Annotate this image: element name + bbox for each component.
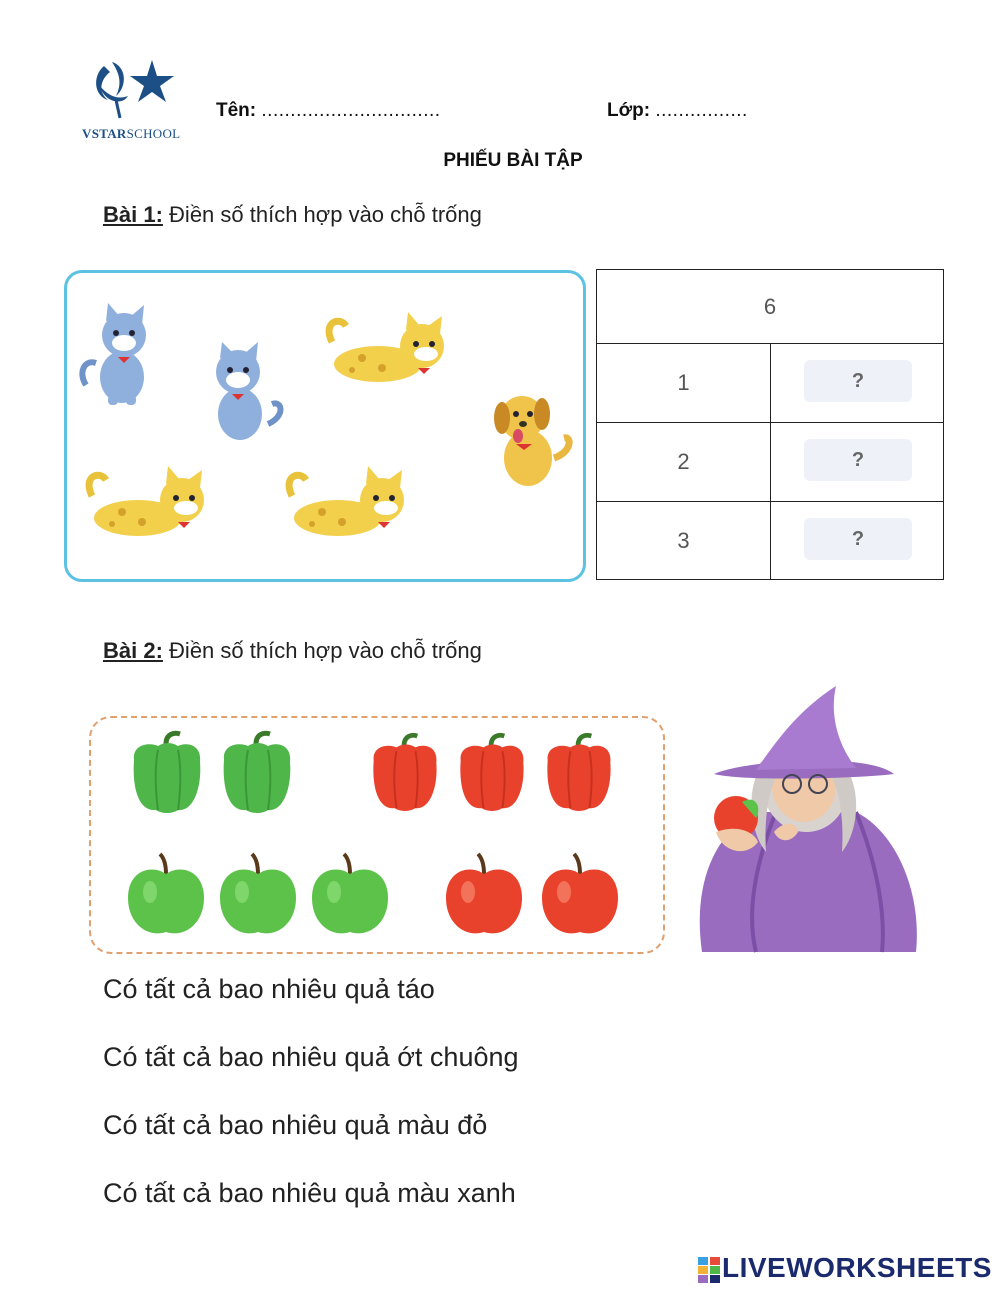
given-value: 1 bbox=[677, 370, 690, 395]
given-cell bbox=[596, 343, 771, 423]
yellow-cat-icon bbox=[282, 466, 412, 546]
blue-cat-icon bbox=[206, 342, 286, 444]
given-cell bbox=[596, 422, 771, 502]
given-value: 3 bbox=[677, 527, 690, 553]
red-apple-icon bbox=[442, 852, 526, 938]
class-field[interactable] bbox=[607, 100, 748, 122]
question-green-fruits: Có tất cả bao nhiêu quả màu xanh bbox=[103, 1178, 516, 1208]
brand-text: LIVEWORKSHEETS bbox=[722, 1252, 992, 1283]
answer-cell bbox=[770, 501, 944, 580]
exercise1-heading bbox=[103, 202, 482, 228]
blue-cat-icon bbox=[78, 303, 158, 408]
question-red-fruits: Có tất cả bao nhiêu quả màu đỏ bbox=[103, 1110, 488, 1140]
witch-icon bbox=[686, 682, 922, 954]
red-apple-icon bbox=[538, 852, 622, 938]
red-pepper-icon bbox=[542, 730, 616, 816]
liveworksheets-logo bbox=[698, 1252, 992, 1284]
exercise1-instruction: Điền số thích hợp vào chỗ trống bbox=[169, 202, 482, 227]
answer-input[interactable]: ? bbox=[804, 439, 912, 481]
page-title: PHIẾU BÀI TẬP bbox=[443, 150, 583, 171]
given-value: 2 bbox=[677, 449, 690, 474]
yellow-cat-icon bbox=[322, 312, 452, 392]
liveworksheets-logo-icon bbox=[698, 1257, 720, 1283]
answer-cell bbox=[770, 343, 944, 423]
class-dots: ................ bbox=[655, 100, 748, 121]
total-cell bbox=[596, 269, 944, 344]
given-cell bbox=[596, 501, 771, 580]
question-peppers: Có tất cả bao nhiêu quả ớt chuông bbox=[103, 1042, 519, 1072]
name-dots: ............................... bbox=[261, 100, 441, 121]
class-label: Lớp: bbox=[607, 100, 651, 121]
exercise2-label: Bài 2: bbox=[103, 638, 163, 663]
total-value: 6 bbox=[763, 293, 777, 319]
green-apple-icon bbox=[124, 852, 208, 938]
question-apples: Có tất cả bao nhiêu quả táo bbox=[103, 974, 435, 1004]
red-pepper-icon bbox=[455, 730, 529, 816]
green-apple-icon bbox=[216, 852, 300, 938]
exercise2-heading bbox=[103, 638, 482, 664]
logo-text: VSTARSCHOOL bbox=[82, 126, 181, 141]
exercise2-instruction: Điền số thích hợp vào chỗ trống bbox=[169, 638, 482, 663]
yellow-cat-icon bbox=[82, 466, 212, 546]
exercise1-label: Bài 1: bbox=[103, 202, 163, 227]
number-bond-table bbox=[596, 269, 944, 580]
green-pepper-icon bbox=[218, 730, 296, 816]
green-pepper-icon bbox=[128, 730, 206, 816]
green-apple-icon bbox=[308, 852, 392, 938]
answer-cell bbox=[770, 422, 944, 502]
red-pepper-icon bbox=[368, 730, 442, 816]
dog-icon bbox=[488, 388, 574, 490]
answer-input[interactable]: ? bbox=[804, 518, 912, 560]
name-field[interactable] bbox=[216, 100, 441, 122]
name-label: Tên: bbox=[216, 100, 257, 121]
answer-input[interactable]: ? bbox=[804, 360, 912, 402]
